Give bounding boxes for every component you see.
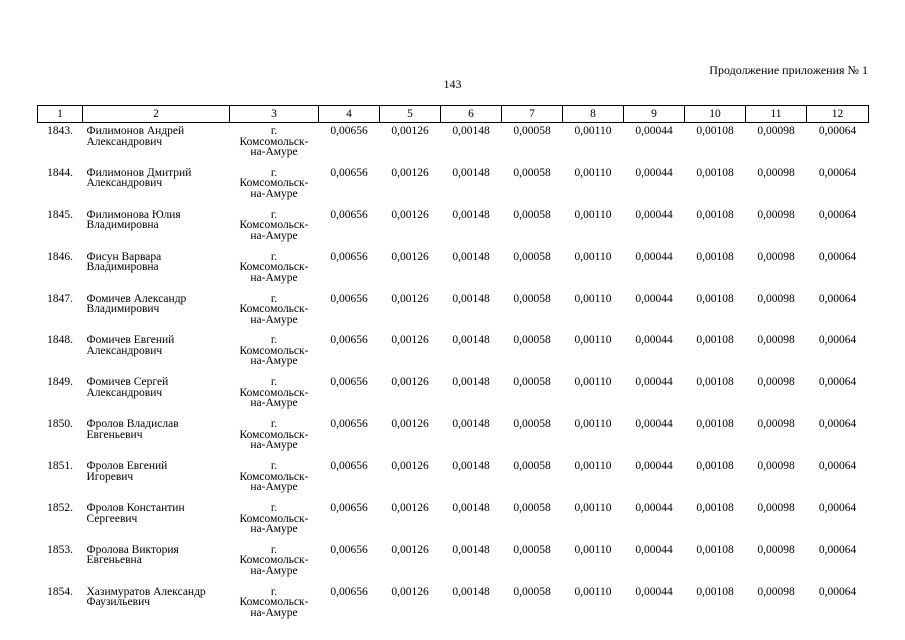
column-header: 8 [563,106,624,123]
name-line: Хазимуратов Александр [86,585,206,598]
value-cell: 0,00126 [391,502,429,515]
value-cell: 0,00058 [513,125,551,137]
value-cell: 0,00064 [818,166,857,179]
city-line: на-Амуре [250,606,298,619]
city-line: г. [270,125,278,137]
value-cell: 0,00098 [757,418,795,431]
value-cell: 0,00656 [330,208,368,221]
city-name [230,332,319,374]
table-header [38,106,869,123]
city-line: г. [270,585,278,598]
city-line: г. [270,250,278,263]
person-name [83,165,230,207]
value-cell: 0,00126 [391,125,429,137]
city-name [230,207,319,249]
city-line: на-Амуре [250,481,298,494]
name-line: Филимонов Дмитрий [86,166,192,179]
value-cell: 0,00058 [513,208,551,221]
city-line: Комсомольск- [239,470,309,483]
person-name [83,332,230,374]
table-row [38,249,869,291]
value-cell: 0,00126 [391,166,429,179]
value-cell: 0,00110 [574,418,612,431]
name-line: Евгеньевна [86,554,142,567]
table-row [38,500,869,542]
city-line: Комсомольск- [239,219,309,232]
value-cell: 0,00098 [757,250,795,263]
value-cell: 0,00044 [635,376,673,389]
city-name [230,458,319,500]
value-cell: 0,00064 [818,250,857,263]
row-number: 1854. [47,585,73,598]
city-line: г. [270,208,278,221]
city-line: г. [270,292,278,305]
row-number: 1849. [47,376,73,389]
city-line: на-Амуре [250,313,298,326]
value-cell: 0,00064 [818,208,857,221]
column-header: 11 [746,106,807,123]
value-cell: 0,00148 [452,418,490,431]
value-cell: 0,00126 [391,460,429,473]
value-cell: 0,00148 [452,125,490,137]
city-line: г. [270,543,278,556]
value-cell: 0,00108 [696,502,734,515]
city-line: Комсомольск- [239,386,309,399]
name-line: Фомичев Александр [86,292,187,305]
column-header: 7 [502,106,563,123]
person-name [83,249,230,291]
value-cell: 0,00656 [330,376,368,389]
value-cell: 0,00126 [391,543,429,556]
table-body [38,123,869,626]
column-header: 12 [807,106,869,123]
city-line: на-Амуре [250,271,298,284]
value-cell: 0,00058 [513,418,551,431]
city-name [230,500,319,542]
person-name [83,542,230,584]
value-cell: 0,00108 [696,585,734,598]
value-cell: 0,00098 [757,208,795,221]
value-cell: 0,00058 [513,334,551,347]
value-cell: 0,00108 [696,208,734,221]
column-header: 10 [685,106,746,123]
city-line: на-Амуре [250,439,298,452]
name-line: Фаузильевич [86,596,151,609]
value-cell: 0,00044 [635,125,673,137]
city-line: г. [270,334,278,347]
city-name [230,123,319,165]
row-number: 1843. [47,125,73,137]
person-name [83,374,230,416]
value-cell: 0,00656 [330,418,368,431]
city-line: г. [270,166,278,179]
city-line: г. [270,502,278,515]
column-header: 3 [230,106,319,123]
value-cell: 0,00044 [635,208,673,221]
header-row [38,106,869,123]
value-cell: 0,00148 [452,585,490,598]
value-cell: 0,00044 [635,418,673,431]
table-row [38,458,869,500]
value-cell: 0,00108 [696,376,734,389]
value-cell: 0,00656 [330,543,368,556]
city-name [230,542,319,584]
city-line: на-Амуре [250,187,298,200]
value-cell: 0,00108 [696,334,734,347]
value-cell: 0,00110 [574,208,612,221]
value-cell: 0,00110 [574,166,612,179]
column-header: 1 [38,106,83,123]
value-cell: 0,00126 [391,376,429,389]
table-row [38,584,869,626]
value-cell: 0,00148 [452,376,490,389]
city-line: на-Амуре [250,355,298,368]
value-cell: 0,00108 [696,166,734,179]
name-line: Фролов Владислав [86,418,179,431]
value-cell: 0,00044 [635,502,673,515]
value-cell: 0,00098 [757,376,795,389]
value-cell: 0,00656 [330,585,368,598]
table-row [38,291,869,333]
value-cell: 0,00044 [635,166,673,179]
name-line: Владимирович [86,303,160,316]
city-name [230,165,319,207]
city-name [230,374,319,416]
value-cell: 0,00108 [696,125,734,137]
city-name [230,249,319,291]
city-name [230,291,319,333]
row-number: 1845. [47,208,73,221]
city-line: на-Амуре [250,564,298,577]
value-cell: 0,00064 [818,585,857,598]
value-cell: 0,00098 [757,502,795,515]
value-cell: 0,00044 [635,250,673,263]
row-number: 1852. [47,502,73,515]
value-cell: 0,00110 [574,125,612,137]
value-cell: 0,00110 [574,292,612,305]
value-cell: 0,00148 [452,543,490,556]
person-name [83,584,230,626]
name-line: Александрович [86,135,163,148]
name-line: Фролов Константин [86,502,185,515]
value-cell: 0,00110 [574,460,612,473]
value-cell: 0,00148 [452,502,490,515]
name-line: Игоревич [86,470,134,483]
table-row [38,207,869,249]
value-cell: 0,00656 [330,334,368,347]
person-name [83,123,230,165]
value-cell: 0,00058 [513,585,551,598]
person-name [83,291,230,333]
value-cell: 0,00148 [452,208,490,221]
table-row [38,542,869,584]
row-number: 1848. [47,334,73,347]
value-cell: 0,00108 [696,292,734,305]
value-cell: 0,00058 [513,376,551,389]
value-cell: 0,00108 [696,543,734,556]
name-line: Александрович [86,386,163,399]
value-cell: 0,00656 [330,250,368,263]
row-number: 1847. [47,292,73,305]
name-line: Филимонова Юлия [86,208,181,221]
column-header: 9 [624,106,685,123]
value-cell: 0,00126 [391,208,429,221]
value-cell: 0,00148 [452,460,490,473]
value-cell: 0,00064 [818,543,857,556]
value-cell: 0,00108 [696,460,734,473]
value-cell: 0,00044 [635,543,673,556]
city-line: Комсомольск- [239,344,309,357]
name-line: Фомичев Сергей [86,376,169,389]
city-line: Комсомольск- [239,135,309,148]
row-number: 1846. [47,250,73,263]
name-line: Филимонов Андрей [86,125,185,137]
row-number: 1853. [47,543,73,556]
city-line: Комсомольск- [239,303,309,316]
row-number: 1844. [47,166,73,179]
value-cell: 0,00656 [330,502,368,515]
value-cell: 0,00058 [513,543,551,556]
value-cell: 0,00058 [513,460,551,473]
name-line: Евгеньевич [86,428,143,441]
value-cell: 0,00058 [513,250,551,263]
person-name [83,416,230,458]
column-header: 6 [441,106,502,123]
value-cell: 0,00126 [391,292,429,305]
name-line: Фомичев Евгений [86,334,175,347]
value-cell: 0,00064 [818,376,857,389]
value-cell: 0,00064 [818,460,857,473]
person-name [83,500,230,542]
city-line: г. [270,460,278,473]
value-cell: 0,00148 [452,292,490,305]
city-line: на-Амуре [250,397,298,410]
city-line: Комсомольск- [239,428,309,441]
value-cell: 0,00126 [391,585,429,598]
value-cell: 0,00656 [330,292,368,305]
city-line: Комсомольск- [239,554,309,567]
city-line: Комсомольск- [239,596,309,609]
appendix-continuation-note: Продолжение приложения № 1 [709,63,868,77]
value-cell: 0,00126 [391,418,429,431]
table-row [38,165,869,207]
value-cell: 0,00148 [452,166,490,179]
name-line: Владимировна [86,261,159,274]
name-line: Владимировна [86,219,159,232]
column-header: 5 [380,106,441,123]
value-cell: 0,00110 [574,585,612,598]
value-cell: 0,00108 [696,418,734,431]
value-cell: 0,00108 [696,250,734,263]
value-cell: 0,00044 [635,585,673,598]
value-cell: 0,00098 [757,334,795,347]
value-cell: 0,00110 [574,502,612,515]
value-cell: 0,00064 [818,418,857,431]
table-row [38,374,869,416]
value-cell: 0,00110 [574,250,612,263]
value-cell: 0,00656 [330,166,368,179]
city-line: Комсомольск- [239,512,309,525]
city-line: Комсомольск- [239,177,309,190]
value-cell: 0,00148 [452,250,490,263]
city-line: г. [270,376,278,389]
city-name [230,584,319,626]
data-table [37,105,869,626]
row-number: 1851. [47,460,73,473]
name-line: Александрович [86,344,163,357]
value-cell: 0,00148 [452,334,490,347]
table-row [38,416,869,458]
name-line: Фисун Варвара [86,250,162,263]
value-cell: 0,00058 [513,502,551,515]
value-cell: 0,00098 [757,125,795,137]
value-cell: 0,00064 [818,502,857,515]
name-line: Фролов Евгений [86,460,168,473]
value-cell: 0,00110 [574,334,612,347]
value-cell: 0,00064 [818,292,857,305]
page-number: 143 [443,77,462,91]
value-cell: 0,00126 [391,334,429,347]
value-cell: 0,00110 [574,376,612,389]
city-line: на-Амуре [250,146,298,158]
city-name [230,416,319,458]
value-cell: 0,00064 [818,334,857,347]
value-cell: 0,00656 [330,125,368,137]
city-line: Комсомольск- [239,261,309,274]
value-cell: 0,00110 [574,543,612,556]
row-number: 1850. [47,418,73,431]
value-cell: 0,00058 [513,166,551,179]
value-cell: 0,00058 [513,292,551,305]
value-cell: 0,00098 [757,585,795,598]
column-header: 2 [83,106,230,123]
person-name [83,207,230,249]
name-line: Александрович [86,177,163,190]
value-cell: 0,00044 [635,460,673,473]
city-line: на-Амуре [250,523,298,536]
value-cell: 0,00044 [635,334,673,347]
name-line: Фролова Виктория [86,543,179,556]
table-row [38,123,869,165]
value-cell: 0,00098 [757,543,795,556]
value-cell: 0,00044 [635,292,673,305]
value-cell: 0,00656 [330,460,368,473]
value-cell: 0,00064 [818,125,857,137]
value-cell: 0,00098 [757,460,795,473]
city-line: на-Амуре [250,229,298,242]
value-cell: 0,00126 [391,250,429,263]
person-name [83,458,230,500]
name-line: Сергеевич [86,512,138,525]
value-cell: 0,00098 [757,292,795,305]
value-cell: 0,00098 [757,166,795,179]
table-row [38,332,869,374]
city-line: г. [270,418,278,431]
column-header: 4 [319,106,380,123]
